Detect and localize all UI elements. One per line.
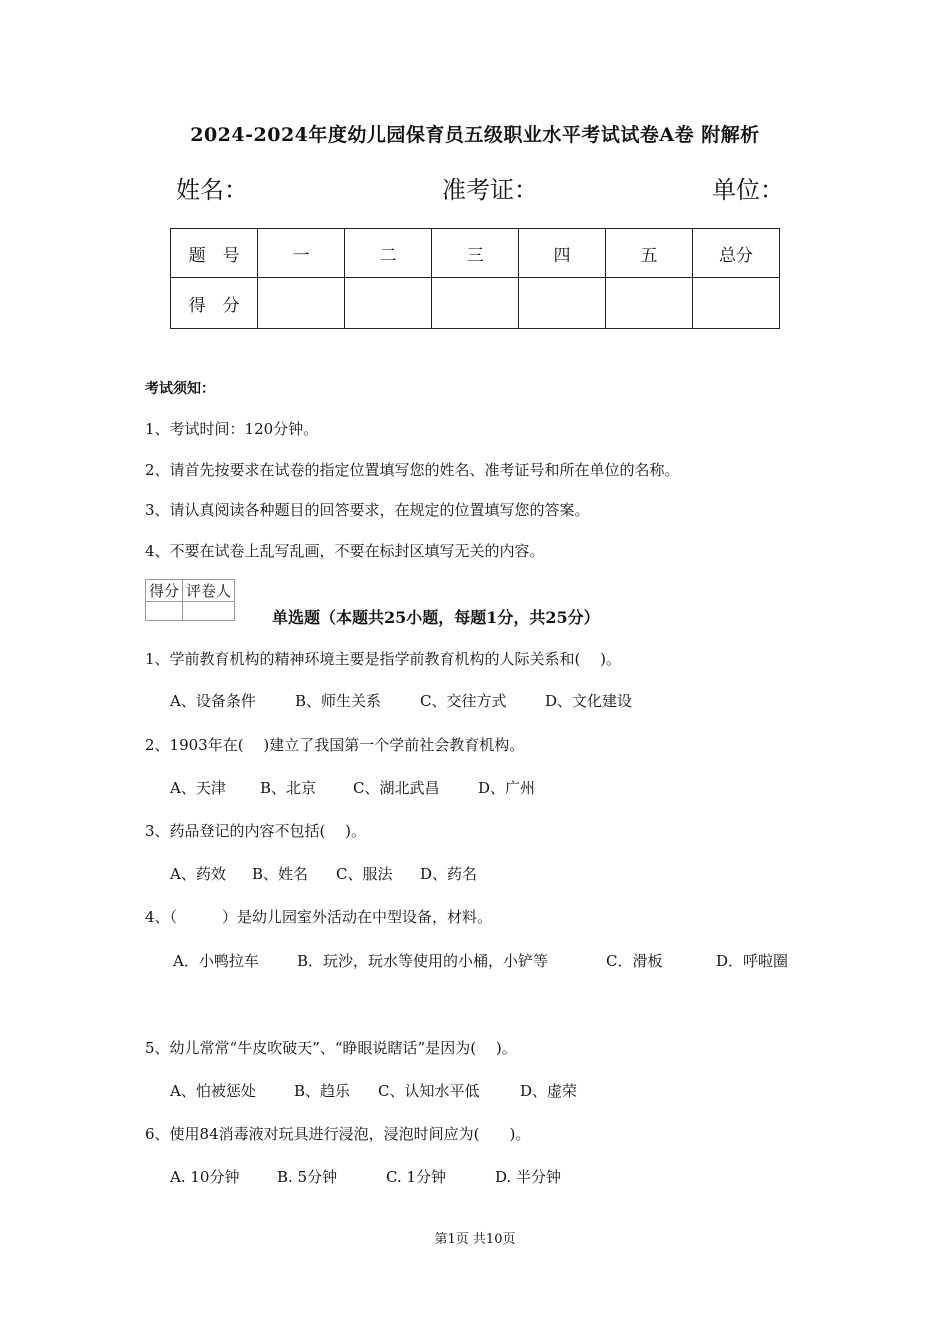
question-option[interactable]: D、药名 <box>420 865 478 883</box>
score-row-label: 得 分 <box>171 278 258 329</box>
score-header-cell: 二 <box>345 229 432 278</box>
grader-box-grader-cell[interactable] <box>183 602 235 621</box>
question-stem: 6、使用84消毒液对玩具进行浸泡，浸泡时间应为( )。 <box>145 1125 531 1143</box>
grader-box-score-cell[interactable] <box>146 602 183 621</box>
score-header-cell: 三 <box>432 229 519 278</box>
question-stem: 5、幼儿常常“牛皮吹破天”、“睁眼说瞎话”是因为( )。 <box>145 1039 517 1057</box>
grader-box-grader-label: 评卷人 <box>183 580 235 602</box>
name-field-label: 姓名： <box>176 176 248 204</box>
question-option[interactable]: B. 5分钟 <box>277 1168 338 1186</box>
grader-box <box>145 579 235 621</box>
question-option[interactable]: D．呼啦圈 <box>716 952 789 970</box>
question-option[interactable]: A、天津 <box>170 779 226 797</box>
question-option[interactable]: C．滑板 <box>606 952 663 970</box>
question-option[interactable]: B、姓名 <box>252 865 309 883</box>
score-header-cell: 一 <box>258 229 345 278</box>
notice-heading: 考试须知： <box>145 381 215 397</box>
question-option[interactable]: D. 半分钟 <box>495 1168 562 1186</box>
notice-item: 3、请认真阅读各种题目的回答要求，在规定的位置填写您的答案。 <box>145 501 590 519</box>
question-option[interactable]: B、师生关系 <box>295 692 382 710</box>
question-option[interactable]: C、交往方式 <box>420 692 507 710</box>
unit-field-label: 单位： <box>712 176 784 204</box>
question-option[interactable]: C. 1分钟 <box>386 1168 447 1186</box>
score-cell[interactable] <box>606 278 693 329</box>
score-header-cell: 四 <box>519 229 606 278</box>
section-title: 单选题（本题共25小题，每题1分，共25分） <box>272 608 600 627</box>
candidate-fields <box>0 170 950 206</box>
score-cell[interactable] <box>519 278 606 329</box>
question-option[interactable]: B、北京 <box>260 779 317 797</box>
question-option[interactable]: B、趋乐 <box>294 1082 351 1100</box>
question-stem: 3、药品登记的内容不包括( )。 <box>145 822 367 840</box>
score-cell[interactable] <box>345 278 432 329</box>
question-option[interactable]: C、服法 <box>336 865 393 883</box>
score-cell[interactable] <box>432 278 519 329</box>
grader-box-score-label: 得分 <box>146 580 183 602</box>
score-table-header-row <box>171 229 780 278</box>
question-option[interactable]: D、广州 <box>478 779 536 797</box>
page-footer: 第1页 共10页 <box>434 1232 516 1247</box>
question-option[interactable]: A、药效 <box>170 865 226 883</box>
question-stem: 2、1903年在( )建立了我国第一个学前社会教育机构。 <box>145 736 525 754</box>
score-cell[interactable] <box>692 278 779 329</box>
exam-id-field-label: 准考证： <box>442 176 538 204</box>
score-table-score-row <box>171 278 780 329</box>
score-cell[interactable] <box>258 278 345 329</box>
question-option[interactable]: D、文化建设 <box>545 692 633 710</box>
notice-item: 1、考试时间：120分钟。 <box>145 420 319 438</box>
score-header-cell: 五 <box>606 229 693 278</box>
score-table <box>170 228 780 329</box>
score-header-cell: 题 号 <box>171 229 258 278</box>
question-option[interactable]: A、怕被惩处 <box>170 1082 256 1100</box>
question-option[interactable]: C、认知水平低 <box>378 1082 480 1100</box>
question-option[interactable]: A．小鸭拉车 <box>173 952 259 970</box>
question-option[interactable]: C、湖北武昌 <box>353 779 440 797</box>
notice-item: 4、不要在试卷上乱写乱画，不要在标封区填写无关的内容。 <box>145 542 545 560</box>
exam-title: 2024-2024年度幼儿园保育员五级职业水平考试试卷A卷 附解析 <box>190 124 760 146</box>
score-header-cell: 总分 <box>692 229 779 278</box>
question-stem: 4、（ ）是幼儿园室外活动在中型设备，材料。 <box>145 908 493 926</box>
question-stem: 1、学前教育机构的精神环境主要是指学前教育机构的人际关系和( )。 <box>145 650 622 668</box>
notice-item: 2、请首先按要求在试卷的指定位置填写您的姓名、准考证号和所在单位的名称。 <box>145 461 680 479</box>
question-option[interactable]: A、设备条件 <box>170 692 256 710</box>
question-option[interactable]: B．玩沙，玩水等使用的小桶，小铲等 <box>297 952 549 970</box>
question-option[interactable]: A. 10分钟 <box>170 1168 240 1186</box>
question-option[interactable]: D、虚荣 <box>520 1082 578 1100</box>
